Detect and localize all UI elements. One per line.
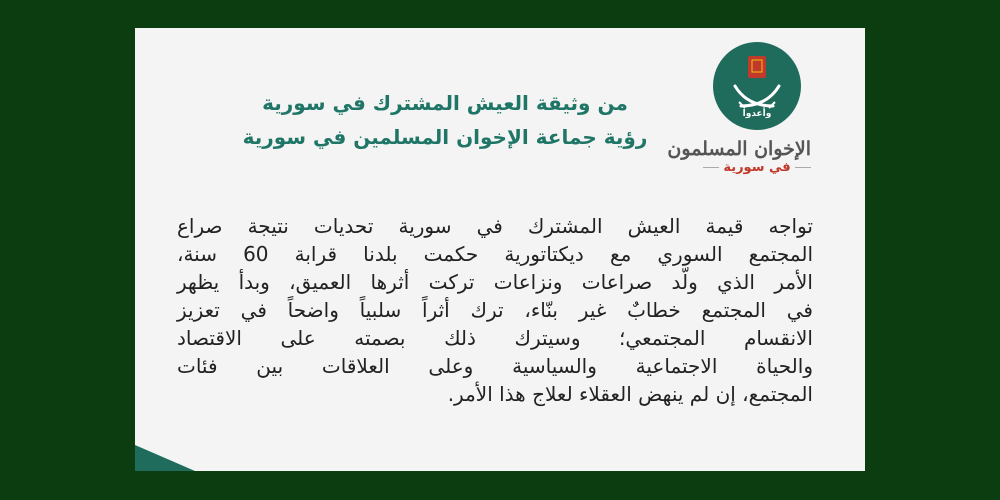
divider bbox=[795, 167, 811, 168]
emblem-icon bbox=[713, 42, 801, 130]
divider bbox=[703, 167, 719, 168]
body-line: المجتمع، إن لم ينهض العقلاء لعلاج هذا الأمر. bbox=[447, 382, 813, 406]
logo-name: الإخوان المسلمون bbox=[667, 138, 811, 160]
logo-subtitle: في سورية bbox=[723, 160, 791, 175]
body-line: المجتمع السوري مع ديكتاتورية حكمت بلدنا قرابة 60 سنة، bbox=[177, 242, 814, 266]
body-line: في المجتمع خطابٌ غير بنّاء، ترك أثراً سلبياً واضحاً في تعزيز bbox=[177, 298, 813, 322]
body-line: الانقسام المجتمعي؛ وسيترك ذلك بصمته على الاقتصاد bbox=[177, 326, 813, 350]
body-paragraph bbox=[177, 212, 813, 408]
brand-logo bbox=[667, 42, 811, 175]
body-line: تواجه قيمة العيش المشترك في سورية تحديات نتيجة صراع bbox=[177, 214, 813, 238]
logo-sub-row bbox=[703, 160, 811, 175]
body-line: الأمر الذي ولّد صراعات ونزاعات تركت أثرها العميق، وبدأ يظهر bbox=[177, 270, 813, 294]
title-line-2: رؤية جماعة الإخوان المسلمين في سورية bbox=[242, 125, 648, 149]
title-line-1: من وثيقة العيش المشترك في سورية bbox=[262, 91, 628, 115]
quote-card bbox=[135, 28, 865, 471]
emblem-text: وأعدوا bbox=[742, 109, 772, 119]
heading bbox=[225, 86, 665, 154]
body-line: والحياة الاجتماعية والسياسية وعلى العلاقات بين فئات bbox=[177, 354, 813, 378]
corner-accent bbox=[135, 445, 195, 471]
